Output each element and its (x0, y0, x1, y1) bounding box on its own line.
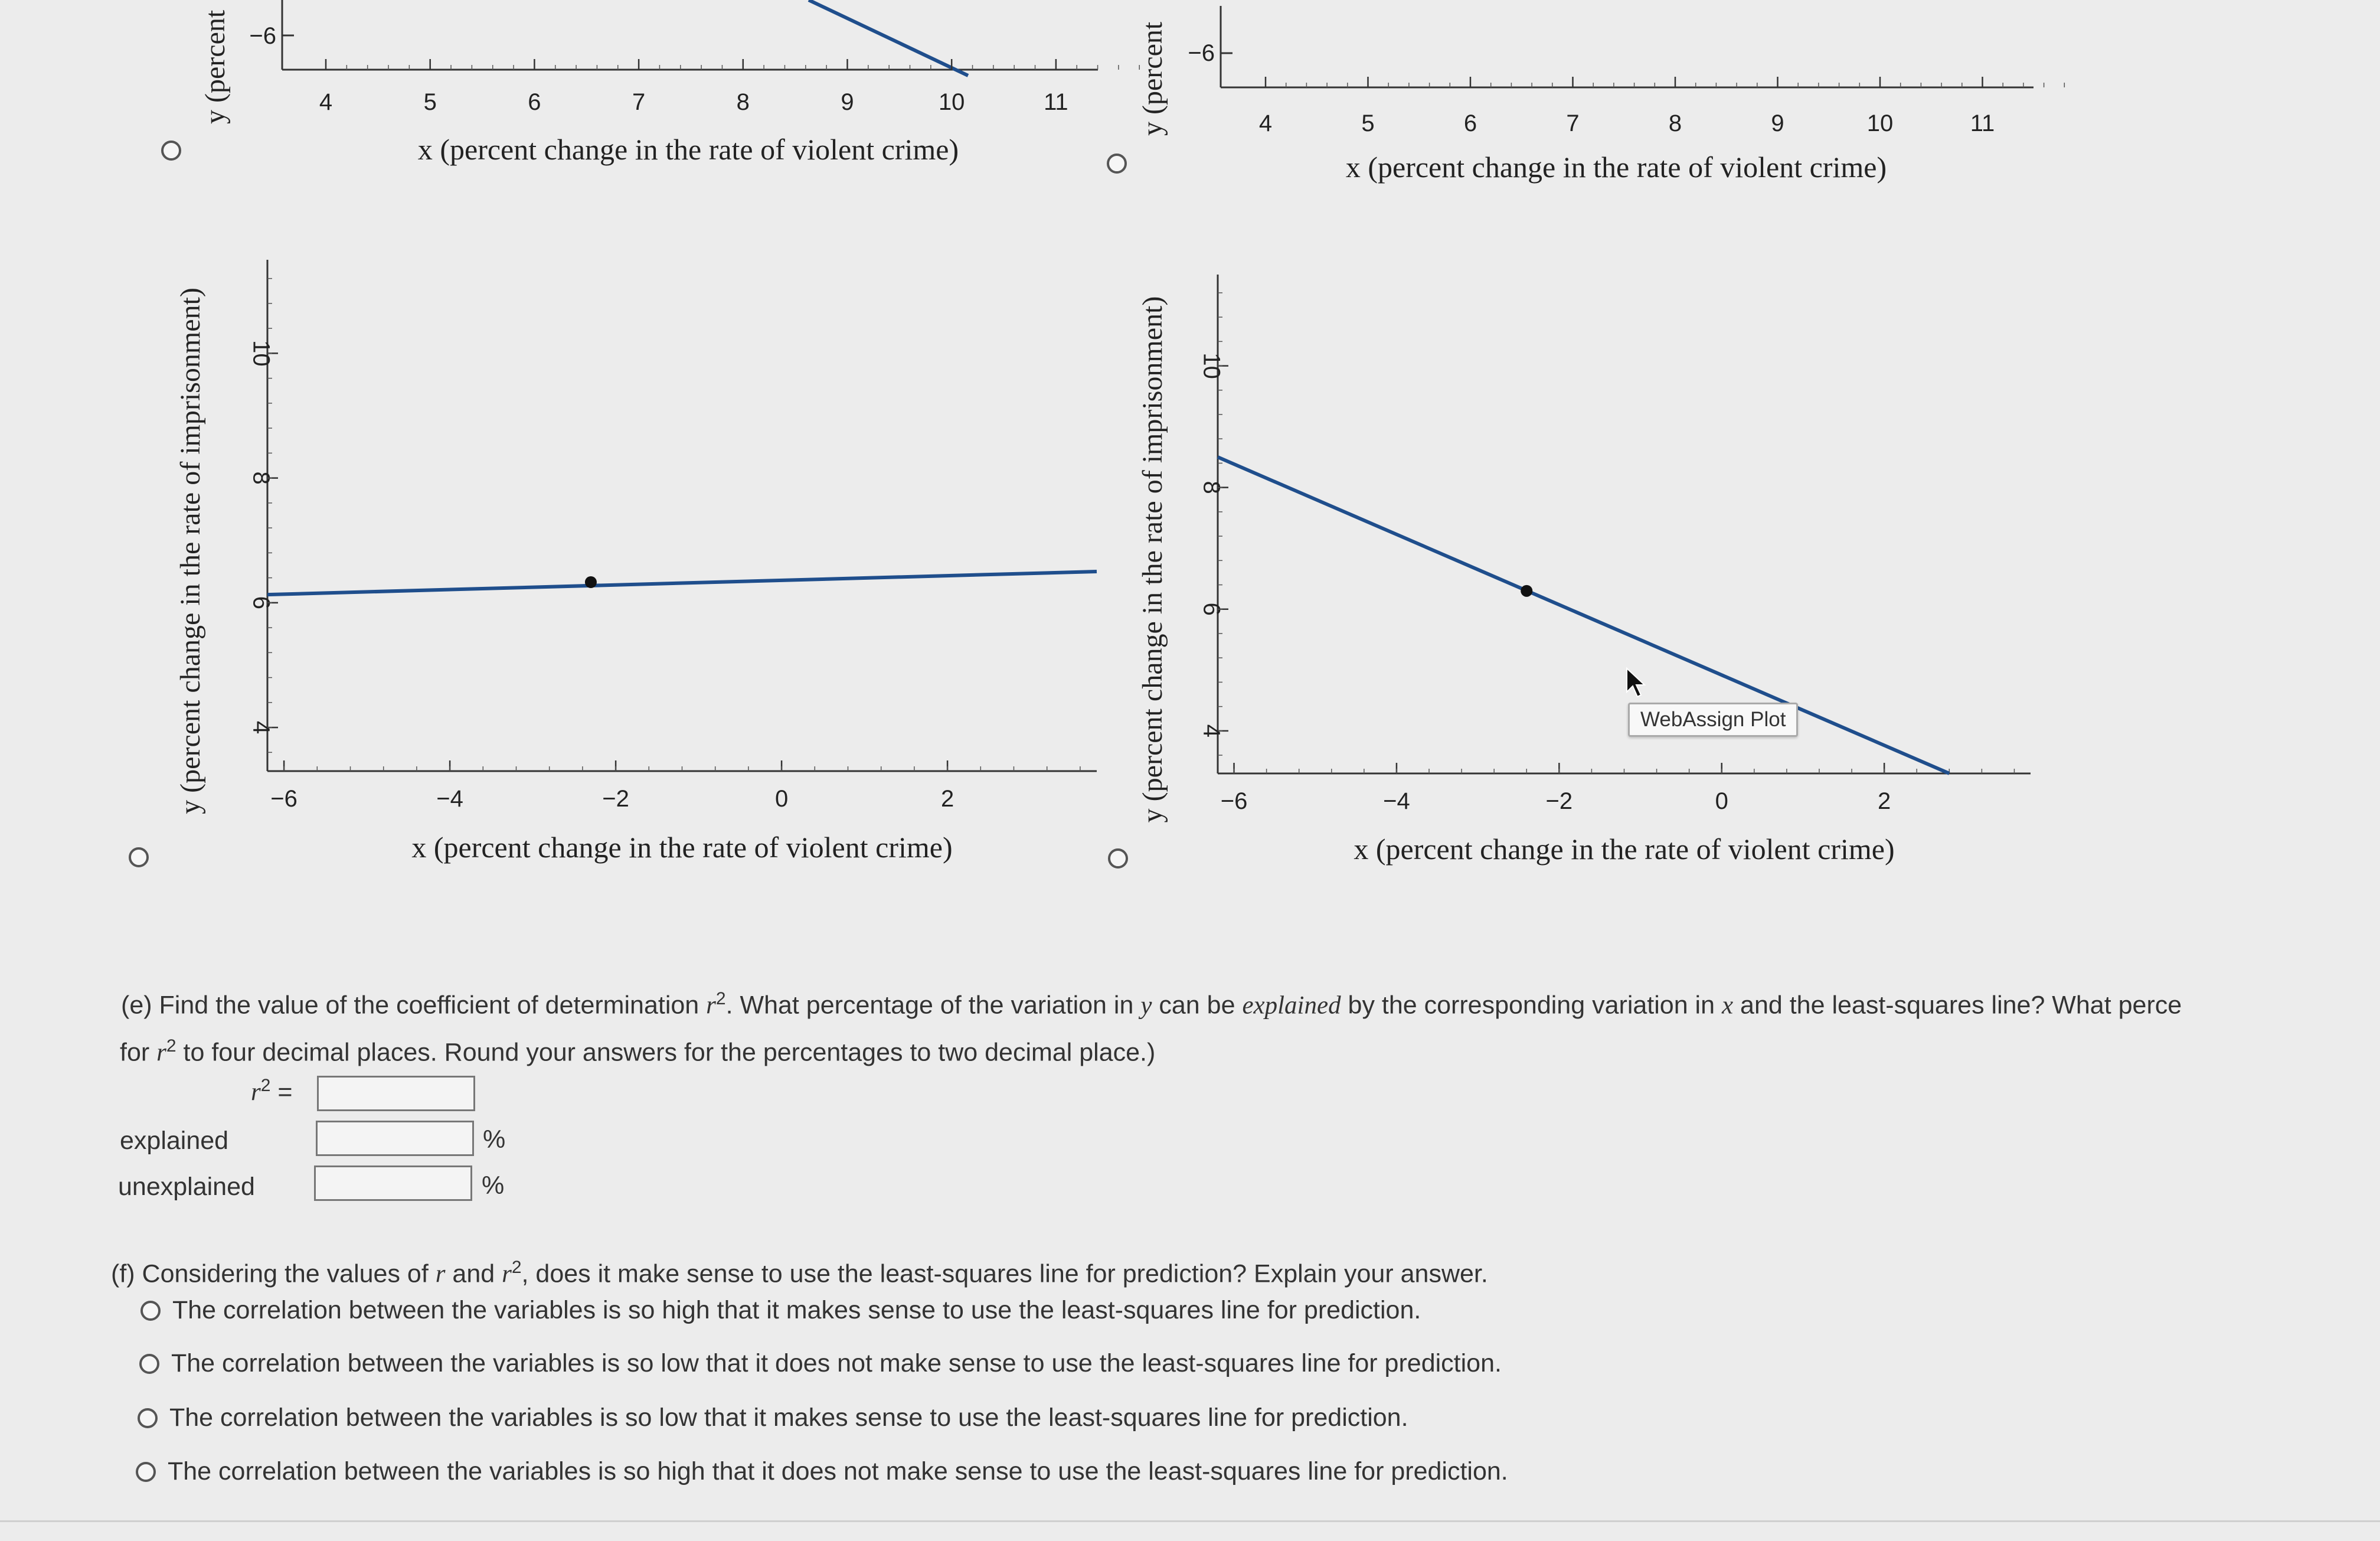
data-point (585, 576, 597, 588)
xtick-label: 5 (423, 89, 437, 115)
ytick-label: 6 (1198, 602, 1225, 616)
ytick-label: 4 (1198, 724, 1225, 737)
part-e-question-line2: for $r^2$ to four decimal places. Round your answers for the percentages to two decimal place.) (120, 1036, 1156, 1067)
ytick-label: 8 (1198, 481, 1225, 494)
xtick-label: 6 (1463, 110, 1477, 136)
r2-label: $r^2$ = (251, 1076, 293, 1106)
answer-option-1-radio[interactable] (140, 1301, 161, 1321)
top-right-xlabel: x (percent change in the rate of violent crime) (1345, 151, 1887, 184)
ytick-label: 4 (248, 720, 274, 734)
unexplained-input[interactable] (314, 1165, 472, 1201)
xtick-label: 9 (841, 89, 854, 115)
unexplained-percent-sign: % (482, 1171, 505, 1200)
xtick-label: −6 (1220, 788, 1248, 814)
x-axis-label: x (percent change in the rate of violent crime) (1354, 832, 1895, 866)
xtick-label: 9 (1771, 110, 1784, 136)
regression-line (1218, 457, 1949, 773)
xtick-label: 0 (774, 786, 789, 812)
xtick-label: 11 (1044, 89, 1068, 115)
answer-option-2[interactable] (139, 1349, 1502, 1378)
xtick-label: −4 (1383, 788, 1410, 814)
plot-flat-line (175, 260, 1097, 864)
plot-negative-slope (1137, 275, 2031, 866)
top-left-ylabel: y (percent (200, 9, 231, 124)
mouse-cursor-icon (1624, 667, 1648, 700)
ytick-label: 10 (1198, 352, 1225, 379)
xtick-label: −2 (1545, 788, 1573, 814)
xtick-label: 7 (1566, 110, 1580, 136)
answer-option-4-radio[interactable] (136, 1462, 156, 1482)
top-right-ylabel: y (percent (1137, 21, 1168, 136)
answer-option-3[interactable] (138, 1403, 1408, 1432)
xtick-label: 2 (1878, 788, 1891, 814)
explained-input[interactable] (316, 1121, 474, 1156)
answer-option-2-radio[interactable] (139, 1354, 159, 1374)
xtick-label: 8 (736, 89, 750, 115)
explained-percent-sign: % (483, 1125, 506, 1154)
answer-option-1[interactable] (140, 1296, 1421, 1325)
y-axis-label: y (percent change in the rate of imprisonment) (1137, 296, 1168, 823)
xtick-label: 7 (632, 89, 646, 115)
webassign-plot-tooltip: WebAssign Plot (1628, 703, 1798, 737)
ytick-label: 8 (248, 471, 274, 485)
page-divider (0, 1520, 2380, 1522)
xtick-label: 0 (1715, 788, 1728, 814)
data-point (1521, 585, 1532, 597)
part-e-question-line1: (e) Find the value of the coefficient of determination $r^2$. What percentage of the variation in y can be explained by the corresponding variation in x and the least-squares line? What perce (121, 989, 2182, 1020)
xtick-label: 8 (1668, 110, 1682, 136)
xtick-label: 11 (1970, 110, 1995, 136)
explained-label: explained (120, 1127, 229, 1155)
xtick-label: 6 (528, 89, 541, 115)
xtick-label: 5 (1361, 110, 1375, 136)
xtick-label: 4 (1258, 110, 1273, 136)
xtick-label: −4 (436, 786, 463, 812)
top-left-ytick: −6 (249, 23, 276, 49)
y-axis-label: y (percent change in the rate of imprisonment) (175, 288, 206, 814)
ytick-label: 6 (248, 596, 274, 609)
option-radio-negative-slope[interactable] (1108, 848, 1128, 869)
answer-option-4[interactable] (136, 1457, 1508, 1486)
top-right-ytick: −6 (1188, 40, 1215, 66)
xtick-label: 2 (940, 786, 954, 812)
r2-input[interactable] (317, 1076, 475, 1111)
ytick-label: 10 (248, 340, 274, 367)
answer-option-3-label: The correlation between the variables is so low that it makes sense to use the least-squares line for prediction. (169, 1403, 1408, 1432)
xtick-label: −2 (602, 786, 629, 812)
answer-option-3-radio[interactable] (138, 1408, 158, 1428)
xtick-label: −6 (270, 786, 298, 812)
answer-option-4-label: The correlation between the variables is so high that it does not make sense to use the least-squares line for prediction. (168, 1457, 1508, 1486)
answer-option-1-label: The correlation between the variables is so high that it makes sense to use the least-squares line for prediction. (172, 1296, 1421, 1324)
unexplained-label: unexplained (118, 1173, 255, 1201)
part-f-question: (f) Considering the values of r and $r^2$, does it make sense to use the least-squares line for prediction? Explain your answer. (111, 1258, 1488, 1288)
option-radio-flat-line[interactable] (129, 847, 149, 867)
xtick-label: 10 (1866, 110, 1894, 136)
x-axis-label: x (percent change in the rate of violent crime) (411, 831, 953, 864)
xtick-label: 4 (319, 89, 333, 115)
top-left-xlabel: x (percent change in the rate of violent crime) (417, 133, 959, 166)
regression-line (267, 572, 1097, 595)
xtick-label: 10 (938, 89, 965, 115)
answer-option-2-label: The correlation between the variables is so low that it does not make sense to use the least-squares line for prediction. (171, 1349, 1502, 1377)
